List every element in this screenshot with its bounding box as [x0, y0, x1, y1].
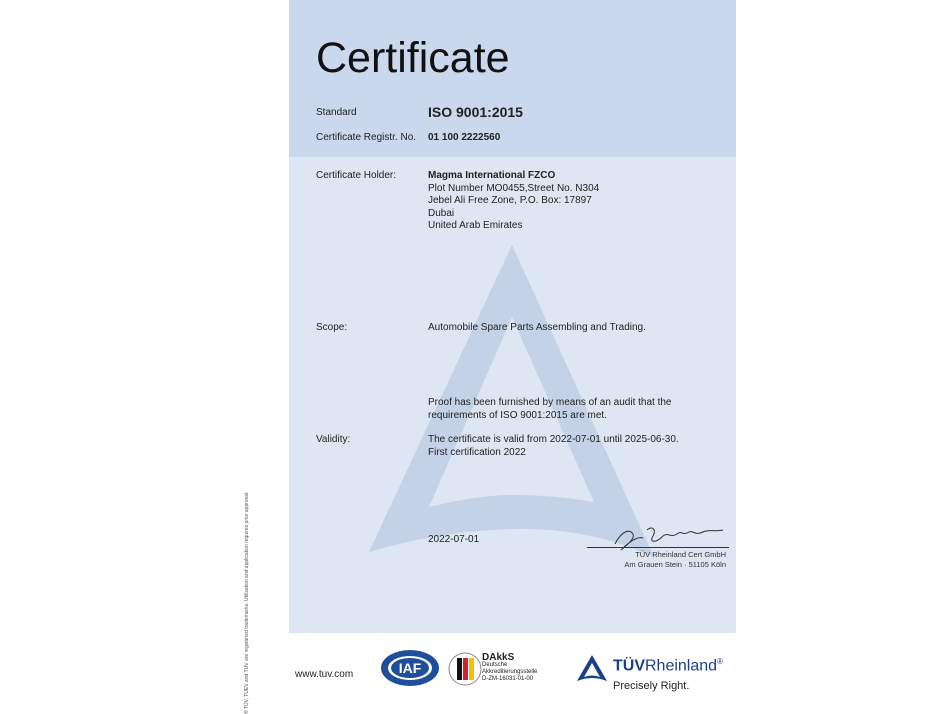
website-link[interactable]: www.tuv.com [295, 669, 354, 680]
dakks-logo-icon [448, 650, 482, 688]
validity-label: Validity: [316, 434, 351, 445]
standard-label: Standard [316, 107, 357, 118]
holder-address-line: Plot Number MO0455,Street No. N304 [428, 182, 600, 194]
validity-block [428, 434, 679, 459]
holder-address-line: United Arab Emirates [428, 220, 523, 231]
proof-line: Proof has been furnished by means of an audit that the [428, 397, 672, 408]
iaf-logo-icon [380, 649, 440, 687]
issuer-line: Am Grauen Stein · 51105 Köln [624, 560, 726, 569]
holder-address-line: Dubai [428, 207, 455, 219]
issuer-line: TÜV Rheinland Cert GmbH [635, 550, 726, 559]
standard-value: ISO 9001:2015 [428, 104, 523, 120]
dakks-id: D-ZM-16031-01-00 [482, 676, 534, 682]
tuv-slogan: Precisely Right. [613, 680, 690, 692]
dakks-line: Akkreditierungsstelle [482, 669, 538, 675]
dakks-text-block [482, 654, 537, 683]
holder-name: Magma International FZCO [428, 170, 556, 181]
scope-value: Automobile Spare Parts Assembling and Trading. [428, 322, 646, 333]
holder-label: Certificate Holder: [316, 170, 397, 181]
tuv-brand [613, 657, 723, 675]
registr-value: 01 100 2222560 [428, 132, 501, 143]
signature-line [587, 547, 729, 548]
dakks-line: Deutsche [482, 662, 508, 668]
trademark-side-note: ® TÜV, TUEV and TUV are registered trademarks. Utilisation and application requires prior approval. [244, 491, 250, 714]
certificate-title: Certificate [316, 34, 510, 82]
signature-icon [607, 520, 732, 554]
issue-date: 2022-07-01 [428, 534, 480, 545]
issuer-block [624, 550, 726, 570]
scope-label: Scope: [316, 322, 348, 333]
holder-address-line: Jebel Ali Free Zone, P.O. Box: 17897 [428, 195, 592, 206]
proof-statement [428, 397, 672, 422]
tuv-brand-rest: Rheinland [645, 657, 718, 675]
proof-line: requirements of ISO 9001:2015 are met. [428, 409, 607, 421]
iaf-logo-text: IAF [398, 660, 422, 676]
tuv-triangle-logo-icon [576, 654, 608, 682]
validity-line: First certification 2022 [428, 446, 526, 458]
certificate-sheet [289, 0, 736, 714]
tuv-registered-mark: ® [717, 657, 723, 666]
holder-block [428, 170, 599, 233]
validity-line: The certificate is valid from 2022-07-01 until 2025-06-30. [428, 434, 679, 445]
dakks-name: DAkkS [482, 652, 515, 663]
registr-label: Certificate Registr. No. [316, 132, 417, 143]
tuv-brand-bold: TÜV [613, 657, 645, 675]
